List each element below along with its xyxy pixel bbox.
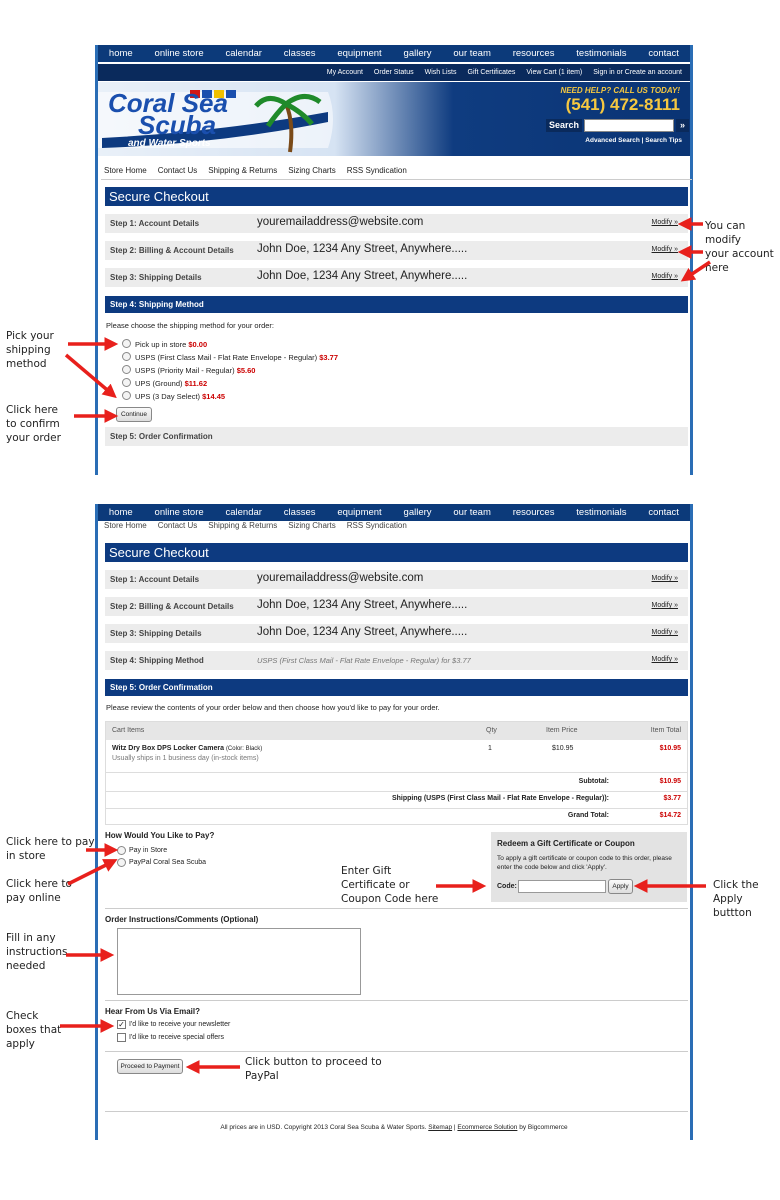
step-2-modify-link[interactable]: Modify » <box>651 602 678 609</box>
annotation-proceed: Click button to proceed to PayPal <box>245 1056 382 1082</box>
wish-lists-link[interactable]: Wish Lists <box>424 69 457 76</box>
step-2-row <box>105 597 688 616</box>
store-subnav <box>104 166 407 175</box>
continue-button[interactable]: Continue <box>116 407 152 422</box>
step-3-modify-link[interactable]: Modify » <box>651 629 678 636</box>
footer-sitemap-link[interactable]: Sitemap <box>428 1124 453 1131</box>
step-4-header: Step 4: Shipping Method <box>105 296 688 313</box>
col-qty: Qty <box>486 727 497 734</box>
step-3-row <box>105 268 688 287</box>
step-2-label: Step 2: Billing & Account Details <box>110 602 234 611</box>
search-go-icon[interactable]: » <box>676 119 689 132</box>
site-banner <box>98 82 690 156</box>
nav-online-store[interactable]: online store <box>154 48 204 59</box>
col-item-price: Item Price <box>546 727 578 734</box>
subnav-sizing-charts[interactable]: Sizing Charts <box>288 166 336 175</box>
subnav-shipping-returns[interactable]: Shipping & Returns <box>208 166 278 175</box>
item-price: $10.95 <box>552 745 574 752</box>
section-divider-1 <box>105 908 688 909</box>
nav-equipment[interactable]: equipment <box>337 48 382 59</box>
shipping-option-usps-priority: USPS (Priority Mail - Regular) $5.60 <box>135 366 256 375</box>
logo-subtitle: and Water Sports <box>128 138 211 149</box>
annotation-pay-online: Click here to pay online <box>6 878 72 904</box>
nav-calendar[interactable]: calendar <box>225 48 262 59</box>
annotation-instructions: Fill in any instructions needed <box>6 932 68 972</box>
footer-copyright: All prices are in USD. Copyright 2013 Coral Sea Scuba & Water Sports. <box>220 1124 427 1131</box>
step-1-modify-link[interactable]: Modify » <box>651 575 678 582</box>
cart-divider-2 <box>106 791 687 792</box>
page-title: Secure Checkout <box>105 543 688 562</box>
redeem-text: To apply a gift certificate or coupon code to this order, please enter the code below and click 'Apply'. <box>497 855 672 871</box>
item-shipping-note: Usually ships in 1 business day (in-stock items) <box>112 755 259 762</box>
step-4-label: Step 4: Shipping Method <box>110 656 204 665</box>
step-1-row <box>105 570 688 589</box>
step-2-modify-link[interactable]: Modify » <box>651 246 678 253</box>
shipping-option-pickup: Pick up in store $0.00 <box>135 340 208 349</box>
step-3-value: John Doe, 1234 Any Street, Anywhere..... <box>257 626 468 638</box>
instructions-textarea[interactable] <box>117 928 361 995</box>
subnav-shipping-returns[interactable]: Shipping & Returns <box>208 521 278 530</box>
step-3-row <box>105 624 688 643</box>
nav-contact[interactable]: contact <box>648 48 679 59</box>
step-1-label: Step 1: Account Details <box>110 575 200 584</box>
step-2-row <box>105 241 688 260</box>
shipping-option-ups-3day: UPS (3 Day Select) $14.45 <box>135 392 226 401</box>
nav-resources[interactable]: resources <box>512 48 555 59</box>
step-3-label: Step 3: Shipping Details <box>110 273 202 282</box>
phone-number: (541) 472-8111 <box>565 95 680 114</box>
shipping-radio-ups-ground[interactable] <box>122 378 131 387</box>
my-account-link[interactable]: My Account <box>326 69 363 76</box>
nav-resources[interactable]: resources <box>512 507 555 518</box>
code-label: Code: <box>497 883 517 890</box>
nav-classes[interactable]: classes <box>283 48 316 59</box>
annotation-apply: Click the Apply buttton <box>713 879 759 919</box>
search-input[interactable] <box>584 119 674 132</box>
step-1-row <box>105 214 688 233</box>
annotation-pay-in-store: Click here to pay in store <box>6 836 95 862</box>
step-1-value: youremailaddress@website.com <box>257 216 424 228</box>
account-bar <box>98 64 690 81</box>
col-cart-items: Cart Items <box>112 727 145 734</box>
logo-line-2: Scuba <box>138 110 217 140</box>
pay-paypal-radio[interactable] <box>117 858 126 867</box>
annotation-gift-code: Enter Gift Certificate or Coupon Code here <box>341 865 439 905</box>
cart-table <box>105 721 688 825</box>
annotation-pick-shipping: Pick your shipping method <box>6 330 54 370</box>
step-2-value: John Doe, 1234 Any Street, Anywhere..... <box>257 599 468 611</box>
redeem-title: Redeem a Gift Certificate or Coupon <box>497 839 635 848</box>
apply-button[interactable]: Apply <box>608 879 633 894</box>
subtotal-label: Subtotal: <box>578 778 609 785</box>
checkout-screenshot-bottom <box>95 504 693 1140</box>
nav-calendar[interactable]: calendar <box>225 507 262 518</box>
nav-online-store[interactable]: online store <box>154 507 204 518</box>
grand-total-value: $14.72 <box>659 812 681 819</box>
newsletter-checkbox[interactable]: ✓ <box>118 1020 125 1029</box>
grand-total-label: Grand Total: <box>567 812 609 819</box>
newsletter-label: I'd like to receive your newsletter <box>129 1021 231 1028</box>
step-1-label: Step 1: Account Details <box>110 219 200 228</box>
col-item-total: Item Total <box>650 727 681 734</box>
pay-paypal-label: PayPal Coral Sea Scuba <box>129 859 207 866</box>
subnav-rss[interactable]: RSS Syndication <box>346 521 407 530</box>
shipping-radio-ups-3day[interactable] <box>122 391 131 400</box>
nav-contact[interactable]: contact <box>648 507 679 518</box>
step-1-value: youremailaddress@website.com <box>257 572 424 584</box>
subnav-contact-us[interactable]: Contact Us <box>157 521 198 530</box>
subnav-store-home[interactable]: Store Home <box>104 166 147 175</box>
logo-line-1: Coral Sea <box>108 88 228 118</box>
footer <box>98 1124 690 1131</box>
section-divider-2 <box>105 1000 688 1001</box>
shipping-prompt: Please choose the shipping method for your order: <box>106 321 275 330</box>
step-3-label: Step 3: Shipping Details <box>110 629 202 638</box>
sign-in-link[interactable]: Sign in or Create an account <box>593 69 682 76</box>
shipping-option-ups-ground: UPS (Ground) $11.62 <box>135 379 208 388</box>
section-divider-3 <box>105 1051 688 1052</box>
item-qty: 1 <box>488 745 492 752</box>
step-2-value: John Doe, 1234 Any Street, Anywhere..... <box>257 243 468 255</box>
nav-our-team[interactable]: our team <box>453 507 491 518</box>
help-text: NEED HELP? CALL US TODAY! <box>560 86 680 95</box>
footer-by: by Bigcommerce <box>519 1124 568 1131</box>
item-total: $10.95 <box>659 745 681 752</box>
page-title: Secure Checkout <box>105 187 688 206</box>
pay-in-store-label: Pay in Store <box>129 847 168 854</box>
nav-gallery[interactable]: gallery <box>403 48 432 59</box>
review-text: Please review the contents of your order below and then choose how you'd like to pay for your order. <box>106 703 440 712</box>
annotation-checkboxes: Check boxes that apply <box>6 1010 62 1050</box>
step-5-row <box>105 427 688 446</box>
special-offers-checkbox[interactable] <box>117 1033 126 1042</box>
shipping-label: Shipping (USPS (First Class Mail - Flat Rate Envelope - Regular)): <box>391 795 609 802</box>
search-links[interactable]: Advanced Search | Search Tips <box>585 137 682 144</box>
nav-testimonials[interactable]: testimonials <box>576 48 627 59</box>
shipping-radio-usps-first[interactable] <box>122 352 131 361</box>
item-name-cell <box>112 745 262 752</box>
pay-method-title: How Would You Like to Pay? <box>105 831 215 840</box>
nav-classes[interactable]: classes <box>283 507 316 518</box>
shipping-radio-pickup[interactable] <box>122 339 131 348</box>
step-4-value: USPS (First Class Mail - Flat Rate Envelope - Regular) for $3.77 <box>257 656 471 665</box>
annotation-modify: You can modify your account here <box>705 220 774 274</box>
step-3-value: John Doe, 1234 Any Street, Anywhere..... <box>257 270 468 282</box>
main-nav <box>98 45 690 62</box>
gift-certificates-link[interactable]: Gift Certificates <box>467 69 516 76</box>
subnav-divider <box>101 179 692 180</box>
subnav-rss[interactable]: RSS Syndication <box>346 166 407 175</box>
subnav-store-home[interactable]: Store Home <box>104 521 147 530</box>
logo-text <box>108 88 228 140</box>
instructions-title: Order Instructions/Comments (Optional) <box>105 915 259 924</box>
search-label: Search <box>546 119 582 132</box>
view-cart-link[interactable]: View Cart (1 item) <box>526 69 583 76</box>
pay-in-store-radio[interactable] <box>117 846 126 855</box>
footer-ecommerce-link[interactable]: Ecommerce Solution <box>457 1124 518 1131</box>
nav-testimonials[interactable]: testimonials <box>576 507 627 518</box>
store-subnav-2 <box>104 521 407 530</box>
cart-divider-3 <box>106 808 687 809</box>
special-offers-label: I'd like to receive special offers <box>129 1034 224 1041</box>
hear-from-us-title: Hear From Us Via Email? <box>105 1007 200 1016</box>
shipping-radio-usps-priority[interactable] <box>122 365 131 374</box>
nav-equipment[interactable]: equipment <box>337 507 382 518</box>
step-5-label: Step 5: Order Confirmation <box>110 432 213 441</box>
coupon-code-input[interactable] <box>518 880 606 893</box>
main-nav-2 <box>98 504 690 521</box>
step-3-modify-link[interactable]: Modify » <box>651 273 678 280</box>
checkout-screenshot-top <box>95 45 693 475</box>
step-4-row <box>105 651 688 670</box>
proceed-to-payment-button[interactable]: Proceed to Payment <box>117 1059 183 1074</box>
step-4-modify-link[interactable]: Modify » <box>651 656 678 663</box>
subnav-contact-us[interactable]: Contact Us <box>157 166 198 175</box>
subtotal-value: $10.95 <box>659 778 681 785</box>
nav-home[interactable]: home <box>108 507 133 518</box>
order-status-link[interactable]: Order Status <box>373 69 414 76</box>
item-name[interactable]: Witz Dry Box DPS Locker Camera <box>112 745 224 752</box>
nav-our-team[interactable]: our team <box>453 48 491 59</box>
step-2-label: Step 2: Billing & Account Details <box>110 246 234 255</box>
nav-gallery[interactable]: gallery <box>403 507 432 518</box>
redeem-panel <box>491 832 687 902</box>
footer-divider <box>105 1111 688 1112</box>
shipping-option-usps-first: USPS (First Class Mail - Flat Rate Envelope - Regular) $3.77 <box>135 353 339 362</box>
shipping-value: $3.77 <box>663 795 681 802</box>
cart-divider-1 <box>106 772 687 773</box>
step-5-header: Step 5: Order Confirmation <box>105 679 688 696</box>
item-color: (Color: Black) <box>225 746 263 752</box>
step-1-modify-link[interactable]: Modify » <box>651 219 678 226</box>
footer-separator: | <box>453 1124 456 1131</box>
cart-header-row <box>106 722 687 740</box>
subnav-sizing-charts[interactable]: Sizing Charts <box>288 521 336 530</box>
nav-home[interactable]: home <box>108 48 133 59</box>
annotation-confirm-order: Click here to confirm your order <box>6 404 61 444</box>
